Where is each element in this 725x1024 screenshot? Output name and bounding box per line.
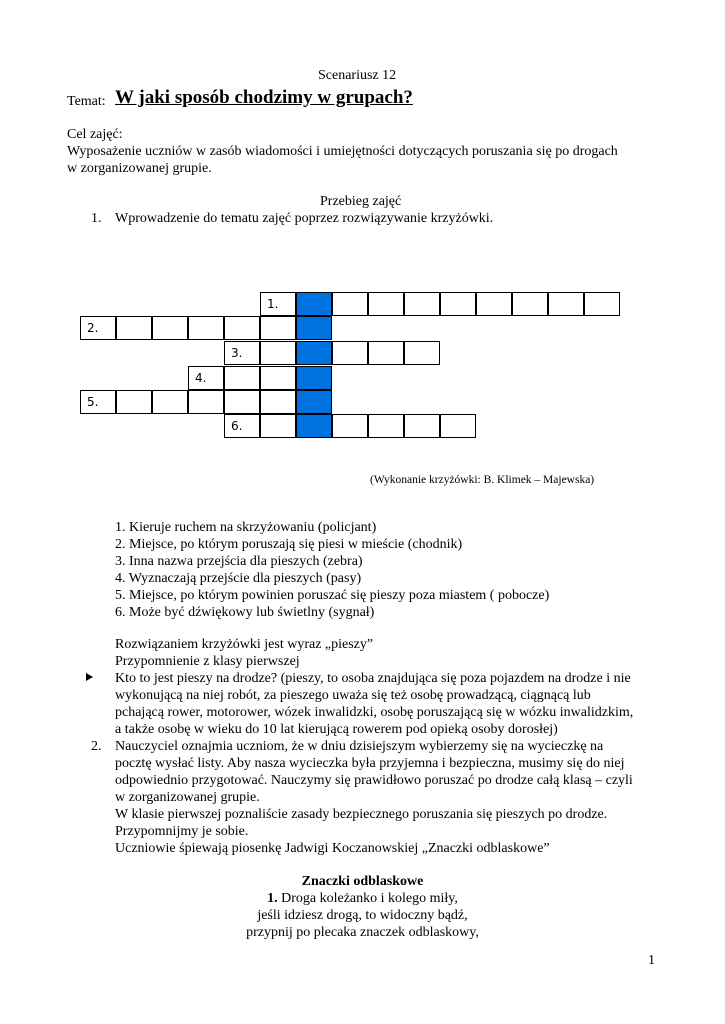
crossword-cell[interactable] — [188, 316, 224, 340]
crossword-cell[interactable] — [404, 292, 440, 316]
item2-line-3: odpowiednio przygotować. Nauczymy się prawidłowo poruszać po drodze całą klasą – czyli — [115, 773, 633, 788]
crossword-cell[interactable] — [332, 341, 368, 365]
clue-4: 4. Wyznaczają przejście dla pieszych (pasy) — [115, 571, 362, 586]
page-number: 1 — [648, 953, 655, 968]
crossword-cell[interactable] — [260, 414, 296, 438]
crossword-cell[interactable] — [404, 414, 440, 438]
item2-line-5: W klasie pierwszej poznaliście zasady bezpiecznego poruszania się pieszych po drodze. — [115, 807, 608, 822]
item1-number: 1. — [91, 211, 102, 226]
crossword-cell[interactable] — [224, 390, 260, 414]
crossword-solution-cell[interactable] — [296, 366, 332, 390]
crossword-cell[interactable] — [260, 366, 296, 390]
crossword-cell[interactable] — [224, 366, 260, 390]
crossword-cell[interactable] — [332, 414, 368, 438]
clue-2: 2. Miejsce, po którym poruszają się piesi w mieście (chodnik) — [115, 537, 463, 552]
crossword-grid — [80, 292, 625, 440]
bullet-line-4: a także osobę w wieku do 10 lat kierującą rowerem pod opieką osoby dorosłej) — [115, 722, 558, 737]
crossword-cell[interactable] — [404, 341, 440, 365]
crossword-cell[interactable] — [476, 292, 512, 316]
crossword-credit: (Wykonanie krzyżówki: B. Klimek – Majewska) — [370, 474, 595, 486]
crossword-cell[interactable] — [152, 316, 188, 340]
crossword-cell[interactable] — [188, 366, 224, 390]
crossword-cell[interactable] — [152, 390, 188, 414]
bullet-line-3: pchającą rower, motorower, wózek inwalidzki, osobę poruszającą się w wózku inwalidzkim, — [115, 705, 634, 720]
crossword-cell[interactable] — [260, 341, 296, 365]
crossword-cell[interactable] — [332, 292, 368, 316]
crossword-solution-cell[interactable] — [296, 292, 332, 316]
bullet-line-2: wykonującą na niej robót, za pieszego uważa się też osobę prowadzącą, ciągnącą lub — [115, 688, 591, 703]
crossword-cell[interactable] — [260, 292, 296, 316]
clue-6: 6. Może być dźwiękowy lub świetlny (sygnał) — [115, 605, 375, 620]
crossword-cell[interactable] — [512, 292, 548, 316]
clue-5: 5. Miejsce, po którym powinien poruszać się pieszy poza miastem ( pobocze) — [115, 588, 550, 603]
row-5-label: 5. — [87, 395, 99, 409]
solution-text: Rozwiązaniem krzyżówki jest wyraz „pieszy” — [115, 637, 374, 652]
row-2-label: 2. — [87, 321, 99, 335]
crossword-cell[interactable] — [368, 414, 404, 438]
goal-line-2: w zorganizowanej grupie. — [67, 161, 212, 176]
crossword-cell[interactable] — [224, 316, 260, 340]
topic-title: W jaki sposób chodzimy w grupach? — [115, 87, 413, 108]
crossword-cell[interactable] — [260, 390, 296, 414]
crossword-cell[interactable] — [116, 390, 152, 414]
clue-3: 3. Inna nazwa przejścia dla pieszych (zebra) — [115, 554, 363, 569]
crossword-solution-cell[interactable] — [296, 414, 332, 438]
crossword-cell[interactable] — [440, 292, 476, 316]
row-3-label: 3. — [231, 346, 243, 360]
item2-line-4: w zorganizowanej grupie. — [115, 790, 260, 805]
song-line-1 — [150, 890, 575, 907]
crossword-cell[interactable] — [116, 316, 152, 340]
topic-label: Temat: — [67, 94, 106, 109]
item2-number: 2. — [91, 739, 102, 754]
scenario-title: Scenariusz 12 — [318, 68, 397, 83]
item2-line-7: Uczniowie śpiewają piosenkę Jadwigi Koczanowskiej „Znaczki odblaskowe” — [115, 841, 550, 856]
verse-number: 1. — [267, 891, 278, 906]
item2-line-1: Nauczyciel oznajmia uczniom, że w dniu dzisiejszym wybierzemy się na wycieczkę na — [115, 739, 604, 754]
clue-1: 1. Kieruje ruchem na skrzyżowaniu (policjant) — [115, 520, 377, 535]
arrow-bullet-icon — [86, 673, 93, 681]
crossword-cell[interactable] — [80, 390, 116, 414]
row-6-label: 6. — [231, 419, 243, 433]
crossword-cell[interactable] — [80, 316, 116, 340]
crossword-cell[interactable] — [548, 292, 584, 316]
reminder-text: Przypomnienie z klasy pierwszej — [115, 654, 300, 669]
bullet-line-1: Kto to jest pieszy na drodze? (pieszy, to osoba znajdująca się poza pojazdem na drodze i nie — [115, 671, 631, 686]
crossword-solution-cell[interactable] — [296, 390, 332, 414]
item2-line-2: pocztę wysłać listy. Aby nasza wycieczka była przyjemna i bezpieczna, musimy się do niej — [115, 756, 625, 771]
crossword-cell[interactable] — [368, 341, 404, 365]
crossword-cell[interactable] — [224, 341, 260, 365]
item2-line-6: Przypomnijmy je sobie. — [115, 824, 249, 839]
crossword-cell[interactable] — [224, 414, 260, 438]
crossword-cell[interactable] — [584, 292, 620, 316]
song-line-1-text: Droga koleżanko i kolego miły, — [277, 891, 458, 906]
crossword-cell[interactable] — [440, 414, 476, 438]
crossword-solution-cell[interactable] — [296, 341, 332, 365]
row-1-label: 1. — [267, 297, 279, 311]
song-title: Znaczki odblaskowe — [301, 874, 424, 889]
goal-label: Cel zajęć: — [67, 127, 123, 142]
crossword-solution-cell[interactable] — [296, 316, 332, 340]
course-heading: Przebieg zajęć — [320, 194, 402, 209]
crossword-cell[interactable] — [188, 390, 224, 414]
crossword-cell[interactable] — [368, 292, 404, 316]
row-4-label: 4. — [195, 371, 207, 385]
song-line-3: przypnij po plecaka znaczek odblaskowy, — [246, 925, 479, 940]
crossword-cell[interactable] — [260, 316, 296, 340]
goal-line-1: Wyposażenie uczniów w zasób wiadomości i umiejętności dotyczących poruszania się po drogach — [67, 144, 618, 159]
song-line-2: jeśli idziesz drogą, to widoczny bądź, — [257, 908, 468, 923]
item1-text: Wprowadzenie do tematu zajęć poprzez rozwiązywanie krzyżówki. — [115, 211, 494, 226]
